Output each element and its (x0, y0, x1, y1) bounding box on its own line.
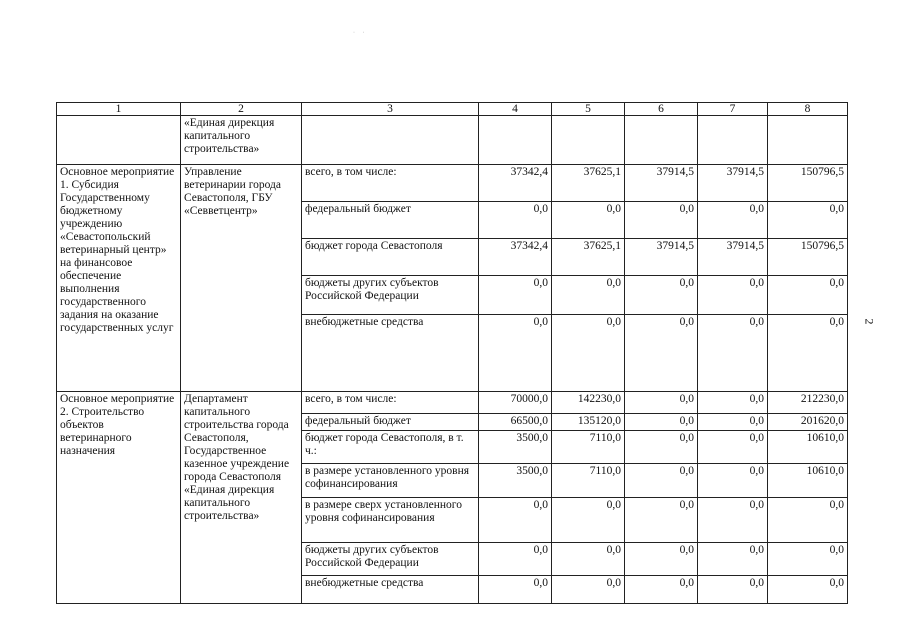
value-cell: 0,0 (698, 315, 768, 392)
value-cell: 0,0 (698, 202, 768, 239)
value-cell: 0,0 (625, 543, 698, 576)
table-body (57, 103, 848, 604)
value-cell: 10610,0 (768, 464, 848, 498)
value-cell: 0,0 (625, 315, 698, 392)
value-cell: 0,0 (552, 543, 625, 576)
source-label-cell: бюджеты других субъектов Российской Федерации (302, 543, 479, 576)
value-cell: 0,0 (698, 543, 768, 576)
header-cell: 4 (479, 103, 552, 116)
value-cell: 3500,0 (479, 431, 552, 464)
value-cell: 3500,0 (479, 464, 552, 498)
source-label-cell: федеральный бюджет (302, 202, 479, 239)
value-cell: 37625,1 (552, 165, 625, 202)
header-cell: 2 (181, 103, 302, 116)
value-cell: 0,0 (552, 276, 625, 315)
header-cell: 5 (552, 103, 625, 116)
value-cell: 37914,5 (698, 239, 768, 276)
value-cell: 201620,0 (768, 414, 848, 431)
value-cell: 0,0 (698, 498, 768, 543)
value-cell: 37914,5 (625, 165, 698, 202)
value-cell: 0,0 (625, 202, 698, 239)
source-label-cell: бюджет города Севастополя, в т. ч.: (302, 431, 479, 464)
value-cell: 0,0 (625, 431, 698, 464)
value-cell: 212230,0 (768, 392, 848, 414)
scan-speck: · · (353, 30, 368, 36)
empty-cell (768, 116, 848, 165)
header-cell: 7 (698, 103, 768, 116)
header-row (57, 103, 848, 116)
value-cell: 0,0 (552, 202, 625, 239)
empty-cell (625, 116, 698, 165)
executor-cell: Управление ветеринарии города Севастополя, ГБУ «Севветцентр» (181, 165, 302, 392)
value-cell: 0,0 (768, 576, 848, 604)
executor-cell: Департамент капитального строительства города Севастополя, Государственное казенное учреждение города Севастополя «Единая дирекция капитального строительства» (181, 392, 302, 604)
continuation-row (57, 116, 848, 165)
value-cell: 0,0 (768, 543, 848, 576)
value-cell: 0,0 (698, 414, 768, 431)
value-cell: 0,0 (625, 498, 698, 543)
value-cell: 0,0 (698, 276, 768, 315)
value-cell: 135120,0 (552, 414, 625, 431)
value-cell: 0,0 (698, 392, 768, 414)
source-label-cell: бюджет города Севастополя (302, 239, 479, 276)
value-cell: 0,0 (479, 576, 552, 604)
value-cell: 0,0 (768, 202, 848, 239)
value-cell: 0,0 (479, 543, 552, 576)
value-cell: 0,0 (768, 498, 848, 543)
value-cell: 0,0 (552, 576, 625, 604)
value-cell: 0,0 (479, 315, 552, 392)
header-cell: 8 (768, 103, 848, 116)
source-label-cell: в размере установленного уровня софинансирования (302, 464, 479, 498)
source-label-cell: внебюджетные средства (302, 576, 479, 604)
funding-row (57, 165, 848, 202)
value-cell: 70000,0 (479, 392, 552, 414)
empty-cell (302, 116, 479, 165)
value-cell: 37914,5 (698, 165, 768, 202)
value-cell: 37342,4 (479, 165, 552, 202)
value-cell: 0,0 (479, 498, 552, 543)
value-cell: 0,0 (625, 464, 698, 498)
value-cell: 0,0 (625, 576, 698, 604)
value-cell: 0,0 (625, 276, 698, 315)
funding-table (56, 102, 848, 604)
source-label-cell: всего, в том числе: (302, 165, 479, 202)
value-cell: 0,0 (552, 315, 625, 392)
header-cell: 1 (57, 103, 181, 116)
source-label-cell: федеральный бюджет (302, 414, 479, 431)
value-cell: 0,0 (625, 392, 698, 414)
value-cell: 150796,5 (768, 239, 848, 276)
value-cell: 66500,0 (479, 414, 552, 431)
value-cell: 150796,5 (768, 165, 848, 202)
value-cell: 37914,5 (625, 239, 698, 276)
source-label-cell: в размере сверх установленного уровня софинансирования (302, 498, 479, 543)
value-cell: 0,0 (768, 276, 848, 315)
value-cell: 37342,4 (479, 239, 552, 276)
value-cell: 142230,0 (552, 392, 625, 414)
value-cell: 0,0 (698, 431, 768, 464)
source-label-cell: всего, в том числе: (302, 392, 479, 414)
value-cell: 0,0 (698, 576, 768, 604)
value-cell: 0,0 (625, 414, 698, 431)
value-cell: 10610,0 (768, 431, 848, 464)
value-cell: 0,0 (479, 276, 552, 315)
value-cell: 37625,1 (552, 239, 625, 276)
value-cell: 0,0 (552, 498, 625, 543)
empty-cell (698, 116, 768, 165)
page-number: 2 (862, 318, 877, 325)
value-cell: 7110,0 (552, 431, 625, 464)
value-cell: 0,0 (479, 202, 552, 239)
measure-title-cell: Основное мероприятие 2. Строительство объектов ветеринарного назначения (57, 392, 181, 604)
empty-cell (479, 116, 552, 165)
value-cell: 7110,0 (552, 464, 625, 498)
measure-title-cell: Основное мероприятие 1. Субсидия Государственному бюджетному учреждению «Севастопольский ветеринарный центр» на финансовое обеспечение выполнения государственного задания на оказание государственных услуг (57, 165, 181, 392)
source-label-cell: бюджеты других субъектов Российской Федерации (302, 276, 479, 315)
executor-cell: «Единая дирекция капитального строительства» (181, 116, 302, 165)
header-cell: 6 (625, 103, 698, 116)
funding-row (57, 392, 848, 414)
header-cell: 3 (302, 103, 479, 116)
empty-cell (57, 116, 181, 165)
source-label-cell: внебюджетные средства (302, 315, 479, 392)
value-cell: 0,0 (768, 315, 848, 392)
empty-cell (552, 116, 625, 165)
value-cell: 0,0 (698, 464, 768, 498)
